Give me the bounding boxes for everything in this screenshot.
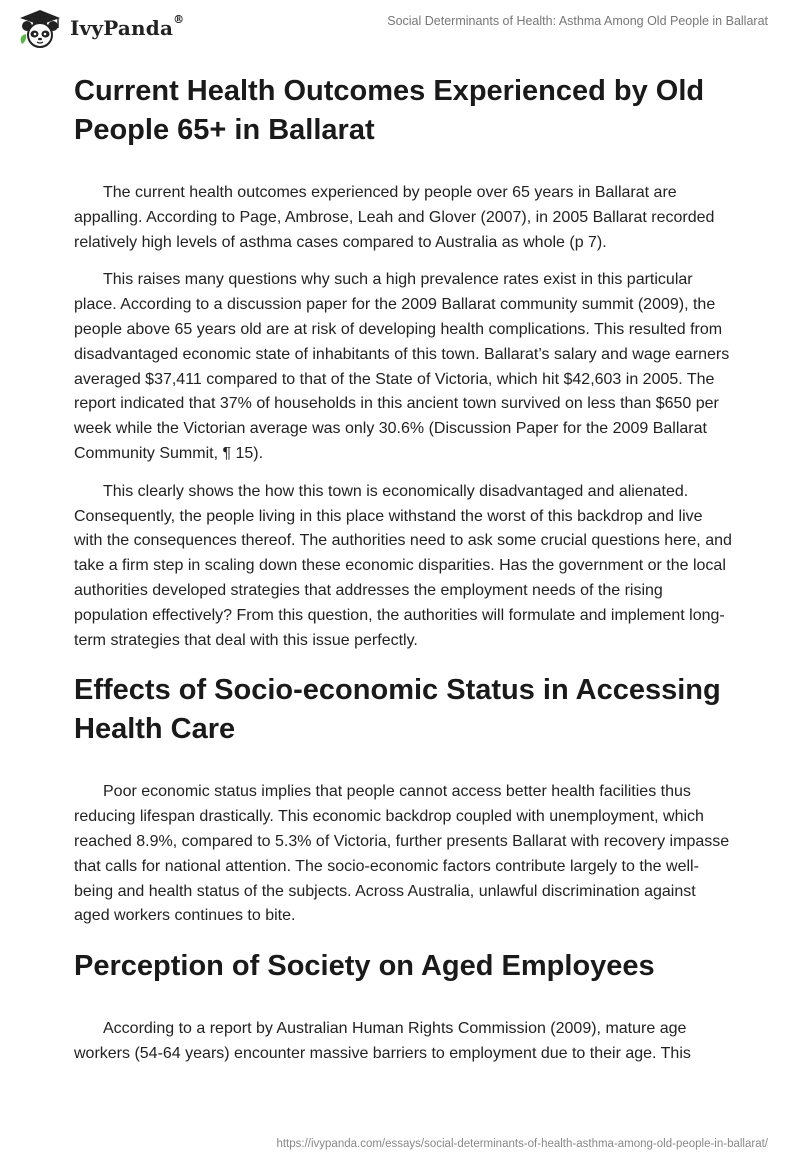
section-heading: Effects of Socio-economic Status in Accessing Health Care xyxy=(74,674,721,746)
page-header xyxy=(0,0,800,60)
section-heading: Perception of Society on Aged Employees xyxy=(74,950,655,983)
essay-body xyxy=(74,72,734,1067)
source-url[interactable]: https://ivypanda.com/essays/social-determinants-of-health-asthma-among-old-people-in-ballarat/ xyxy=(276,1138,768,1150)
paragraph: Poor economic status implies that people cannot access better health facilities thus reducing lifespan drastically. This economic backdrop coupled with unemployment, which reached 8.9%, compared to 5.3% of Victoria, further presents Ballarat with recovery impasse that calls for national attention. The socio-economic factors contribute largely to the well-being and health status of the subjects. Across Australia, unlawful discrimination against aged workers continues to bite. xyxy=(74,783,730,925)
document-title: Social Determinants of Health: Asthma Among Old People in Ballarat xyxy=(387,14,768,28)
section-heading: Current Health Outcomes Experienced by Old People 65+ in Ballarat xyxy=(74,75,705,146)
ivypanda-logo[interactable] xyxy=(14,8,184,48)
paragraph: According to a report by Australian Human Rights Commission (2009), mature age workers (54-64 years) encounter massive barriers to employment due to their age. This xyxy=(74,1020,691,1062)
paragraph: The current health outcomes experienced by people over 65 years in Ballarat are appalling. According to Page, Ambrose, Leah and Glover (2007), in 2005 Ballarat recorded relatively high levels of asthma cases compared to Australia as whole (p 7). xyxy=(74,184,715,251)
paragraph: This clearly shows the how this town is economically disadvantaged and alienated. Consequently, the people living in this place withstand the worst of this backdrop and live with the consequences thereof. The authorities need to ask some crucial questions here, and take a firm step in scaling down these economic disparities. Has the government or the local authorities developed strategies that addresses the employment needs of the rising population effectively? From this question, the authorities will formulate and implement long-term strategies that deal with this issue perfectly. xyxy=(74,482,732,649)
panda-graduate-icon xyxy=(14,8,66,48)
brand-name: IvyPanda® xyxy=(70,13,185,40)
paragraph: This raises many questions why such a high prevalence rates exist in this particular place. According to a discussion paper for the 2009 Ballarat community summit (2009), the people above 65 years old are at risk of developing health complications. This resulted from disadvantaged economic state of inhabitants of this town. Ballarat’s salary and wage earners averaged $37,411 compared to that of the State of Victoria, which hit $42,603 in 2005. The report indicated that 37% of households in this ancient town survived on less than $650 per week while the Victorian average was only 30.6% (Discussion Paper for the 2009 Ballarat Community Summit, ¶ 15). xyxy=(74,271,730,462)
